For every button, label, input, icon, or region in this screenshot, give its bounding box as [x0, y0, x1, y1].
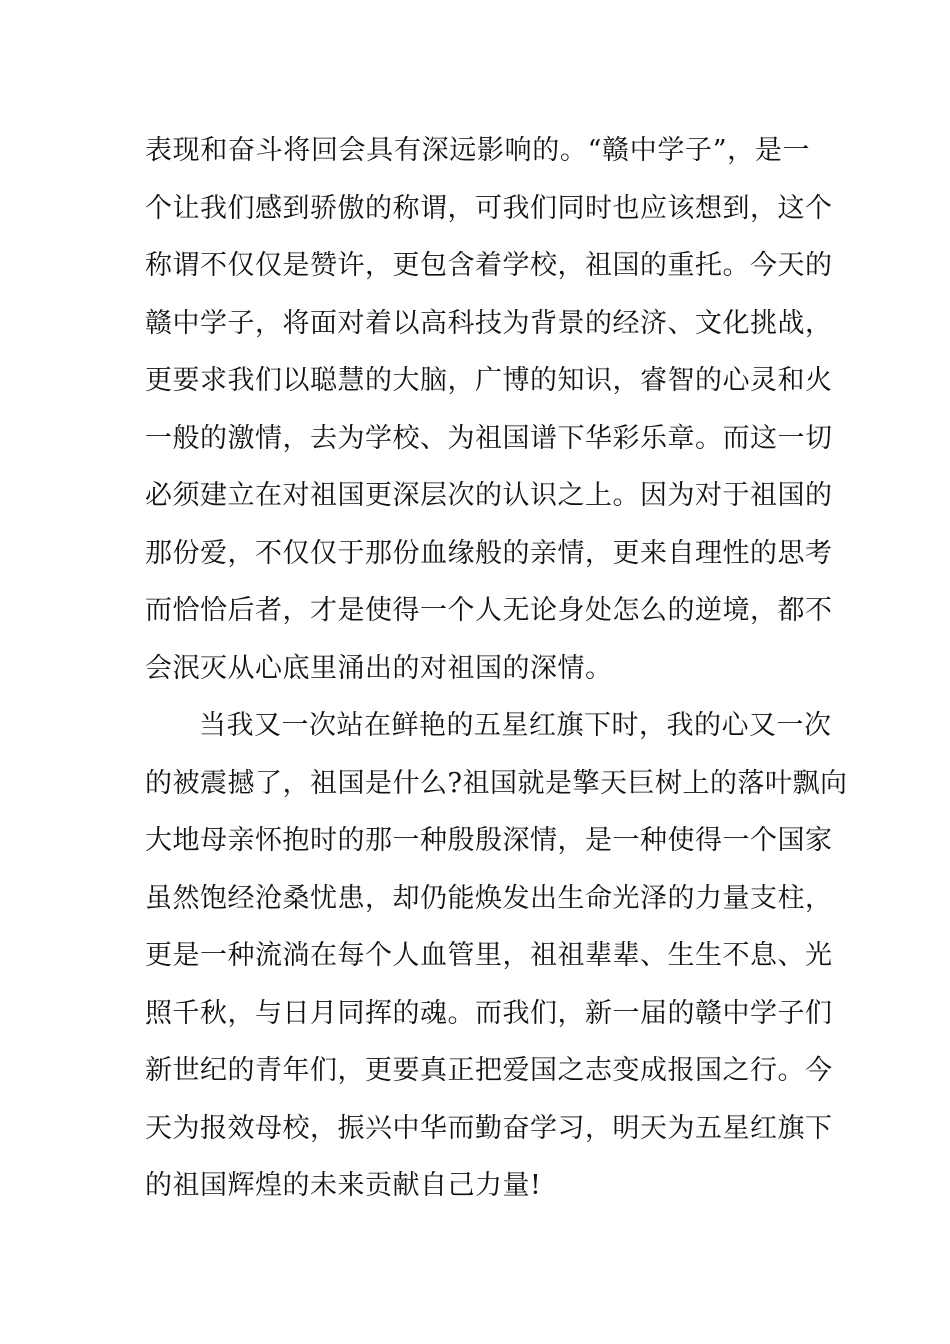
text-line: 表现和奋斗将回会具有深远影响的。“赣中学子”，是一: [145, 135, 810, 166]
text-line: 虽然饱经沧桑忧患，却仍能焕发出生命光泽的力量支柱，: [145, 882, 833, 914]
body-text: [145, 122, 848, 1215]
text-line: 一般的激情，去为学校、为祖国谱下华彩乐章。而这一切: [145, 422, 833, 454]
text-line: 会泯灭从心底里涌出的对祖国的深情。: [145, 652, 613, 684]
text-line: 新世纪的青年们，更要真正把爱国之志变成报国之行。今: [145, 1055, 833, 1086]
text-line: 称谓不仅仅是赞许，更包含着学校，祖国的重托。今天的: [145, 250, 833, 281]
paragraph-2: [145, 697, 848, 1215]
text-line: 更要求我们以聪慧的大脑，广博的知识，睿智的心灵和火: [145, 365, 833, 396]
text-line: 那份爱，不仅仅于那份血缘般的亲情，更来自理性的思考: [145, 537, 833, 569]
paragraph-1: [145, 122, 833, 697]
text-line: 照千秋，与日月同挥的魂。而我们，新一届的赣中学子们: [145, 997, 833, 1029]
text-line: 更是一种流淌在每个人血管里，祖祖辈辈、生生不息、光: [145, 940, 833, 971]
text-line: 天为报效母校，振兴中华而勤奋学习，明天为五星红旗下: [145, 1112, 833, 1144]
text-line: 个让我们感到骄傲的称谓，可我们同时也应该想到，这个: [145, 192, 833, 224]
text-line: 当我又一次站在鲜艳的五星红旗下时，我的心又一次: [199, 710, 832, 741]
text-line: 而恰恰后者，才是使得一个人无论身处怎么的逆境，都不: [145, 595, 833, 626]
text-line: 大地母亲怀抱时的那一种殷殷深情，是一种使得一个国家: [145, 825, 833, 856]
text-line: 的被震撼了，祖国是什么?祖国就是擎天巨树上的落叶飘向: [145, 767, 848, 799]
text-line: 赣中学子，将面对着以高科技为背景的经济、文化挑战，: [145, 307, 833, 339]
text-line: 的祖国辉煌的未来贡献自己力量!: [145, 1170, 542, 1201]
text-line: 必须建立在对祖国更深层次的认识之上。因为对于祖国的: [145, 480, 833, 511]
